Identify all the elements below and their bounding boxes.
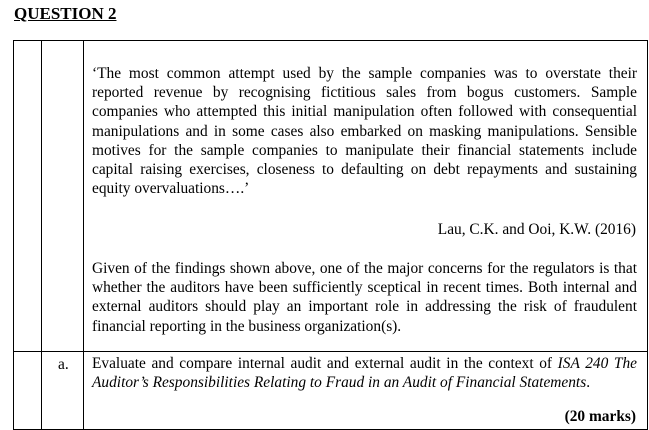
- question-context: Given of the findings shown above, one of the major concerns for the regulators is that whether the auditors have been sufficiently sceptical in recent times. Both internal and external auditors should play an important role in addressing the risk of fraudulent financial reporting in the business organization(s).: [92, 260, 637, 335]
- item-text-end: .: [586, 374, 591, 392]
- quoted-passage: ‘The most common attempt used by the sample companies was to overstate their reported revenue by recognising fictitious sales from bogus customers. Sample companies who attempted this initial manipulation often followed with consequential manipulations and in some cases also embarked on masking manipulations. Sensible motives for the sample companies to manipulate their financial statements include capital raising exercises, closeness to defaulting on debt repayments and sustaining equity overvaluations….’: [92, 65, 637, 198]
- item-text: [92, 354, 637, 392]
- item-text-intro: Evaluate and compare internal audit and external audit in the context of: [92, 355, 558, 372]
- question-heading: QUESTION 2: [14, 4, 117, 23]
- table-row-divider: [13, 351, 648, 352]
- item-label: a.: [58, 356, 69, 373]
- standard-title: ISA 240 The Auditor’s Responsibilities Relating to Fraud in an Audit of Financial Statements: [92, 355, 638, 392]
- table-column-divider-1: [41, 40, 42, 430]
- marks-label: (20 marks): [564, 408, 636, 425]
- citation: Lau, C.K. and Ooi, K.W. (2016): [437, 221, 636, 238]
- table-column-divider-2: [83, 40, 84, 430]
